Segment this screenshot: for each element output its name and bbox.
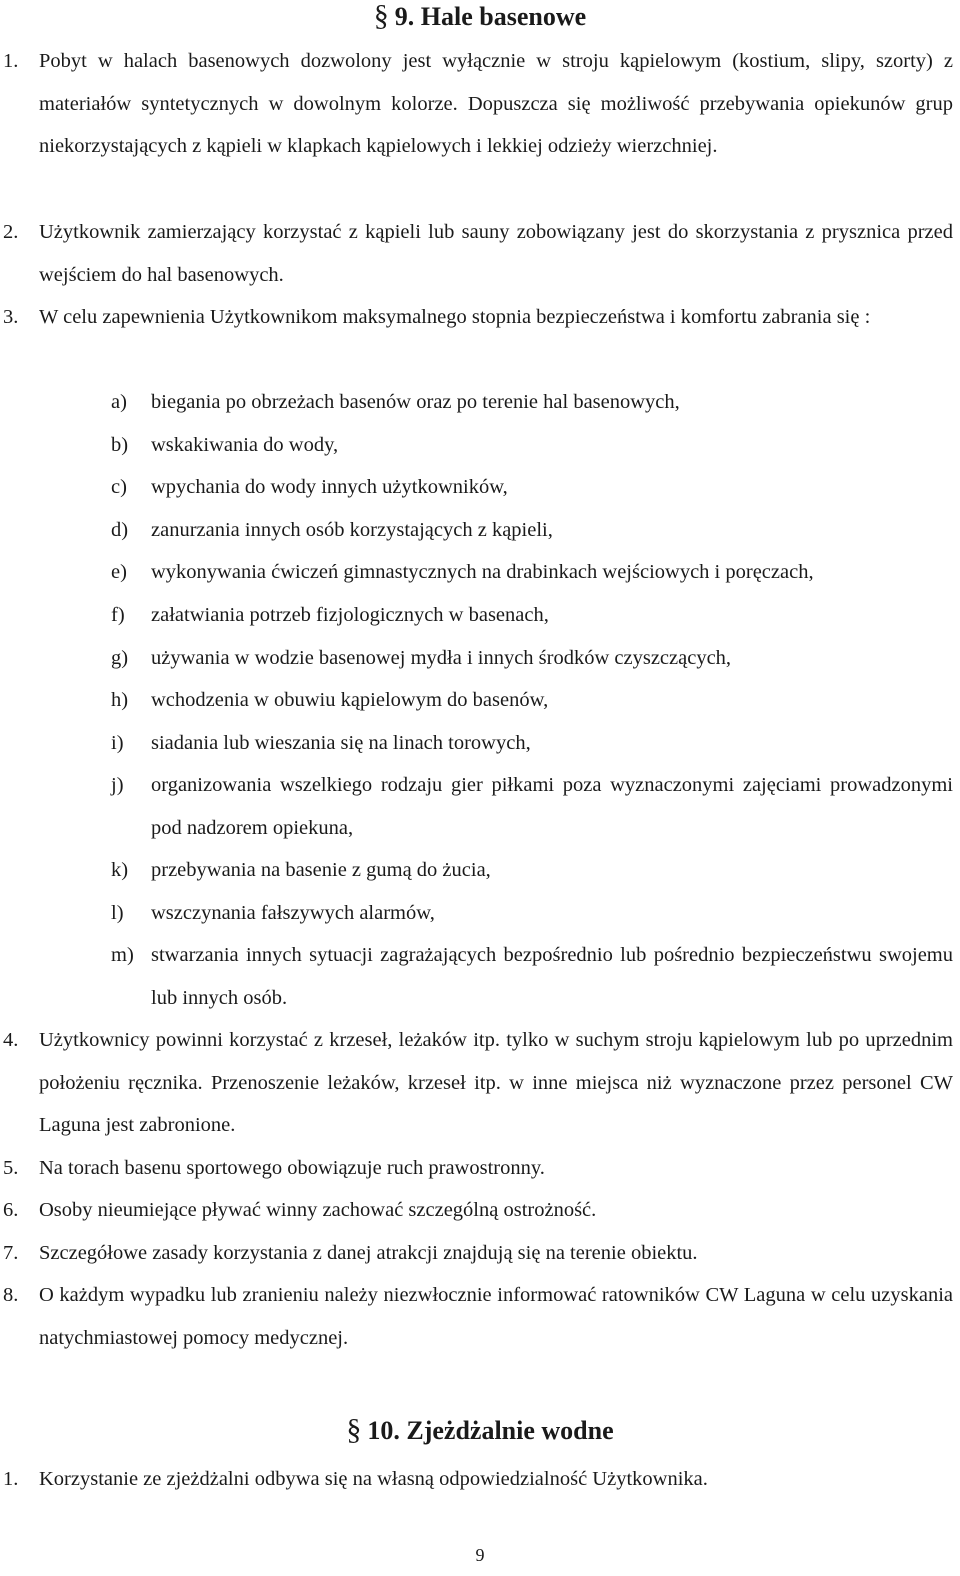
section-10-heading bbox=[0, 1414, 960, 1447]
prohibition-f bbox=[0, 594, 960, 637]
sub-text: zanurzania innych osób korzystających z kąpieli, bbox=[151, 519, 553, 541]
item-number: 5. bbox=[3, 1157, 19, 1179]
sub-label: m) bbox=[111, 944, 134, 966]
item-number: 2. bbox=[3, 221, 19, 243]
sub-label: b) bbox=[111, 434, 129, 456]
item-number: 3. bbox=[3, 306, 19, 328]
sub-text: przebywania na basenie z gumą do żucia, bbox=[151, 859, 491, 881]
item-number: 8. bbox=[3, 1284, 19, 1306]
item-text: Na torach basenu sportowego obowiązuje ruch prawostronny. bbox=[39, 1157, 545, 1179]
item-number: 1. bbox=[3, 1468, 19, 1490]
item-number: 7. bbox=[3, 1242, 19, 1264]
prohibition-e bbox=[0, 551, 960, 594]
page-number: 9 bbox=[475, 1545, 485, 1565]
list-item-9-4 bbox=[0, 1019, 960, 1147]
prohibition-k bbox=[0, 849, 960, 892]
section-symbol: § bbox=[346, 1413, 362, 1446]
sub-text: siadania lub wieszania się na linach torowych, bbox=[151, 732, 531, 754]
sub-text: załatwiania potrzeb fizjologicznych w basenach, bbox=[151, 604, 549, 626]
list-item-9-1 bbox=[0, 40, 960, 168]
prohibition-a bbox=[0, 381, 960, 424]
item-text: Użytkownik zamierzający korzystać z kąpieli lub sauny zobowiązany jest do skorzystania z prysznica przed wejściem do hal basenowych. bbox=[39, 221, 953, 286]
sub-text: wchodzenia w obuwiu kąpielowym do basenów, bbox=[151, 689, 549, 711]
prohibition-i bbox=[0, 722, 960, 765]
sub-label: a) bbox=[111, 391, 127, 413]
sub-text: stwarzania innych sytuacji zagrażających bezpośrednio lub pośrednio bezpieczeństwu swojemu lub innych osób. bbox=[151, 944, 953, 1009]
item-text: Korzystanie ze zjeżdżalni odbywa się na własną odpowiedzialność Użytkownika. bbox=[39, 1468, 708, 1490]
list-item-9-6 bbox=[0, 1189, 960, 1232]
sub-label: e) bbox=[111, 561, 127, 583]
prohibition-l bbox=[0, 892, 960, 935]
list-item-9-8 bbox=[0, 1274, 960, 1359]
prohibition-d bbox=[0, 509, 960, 552]
sub-text: wykonywania ćwiczeń gimnastycznych na drabinkach wejściowych i poręczach, bbox=[151, 561, 814, 583]
prohibition-m bbox=[0, 934, 960, 1019]
section-symbol: § bbox=[373, 0, 389, 32]
sub-label: f) bbox=[111, 604, 125, 626]
list-item-9-5 bbox=[0, 1147, 960, 1190]
sub-text: wpychania do wody innych użytkowników, bbox=[151, 476, 508, 498]
sub-label: h) bbox=[111, 689, 129, 711]
prohibition-h bbox=[0, 679, 960, 722]
section-9-title: 9. Hale basenowe bbox=[394, 2, 587, 31]
prohibition-b bbox=[0, 424, 960, 467]
sub-label: i) bbox=[111, 732, 124, 754]
sub-text: organizowania wszelkiego rodzaju gier piłkami poza wyznaczonymi zajęciami prowadzonymi pod nadzorem opiekuna, bbox=[151, 774, 953, 839]
item-text: Pobyt w halach basenowych dozwolony jest wyłącznie w stroju kąpielowym (kostium, slipy, szorty) z materiałów syntetycznych w dowolnym kolorze. Dopuszcza się możliwość przebywania opiekunów grup niekorzystających z kąpieli w klapkach kąpielowych i lekkiej odzieży wierzchniej. bbox=[39, 50, 953, 158]
prohibition-g bbox=[0, 637, 960, 680]
item-text: O każdym wypadku lub zranieniu należy niezwłocznie informować ratowników CW Laguna w celu uzyskania natychmiastowej pomocy medycznej. bbox=[39, 1284, 953, 1349]
sub-text: wskakiwania do wody, bbox=[151, 434, 339, 456]
item-text: Osoby nieumiejące pływać winny zachować szczególną ostrożność. bbox=[39, 1199, 597, 1221]
section-10-title: 10. Zjeżdżalnie wodne bbox=[367, 1416, 614, 1445]
list-item-9-3 bbox=[0, 296, 960, 339]
sub-text: wszczynania fałszywych alarmów, bbox=[151, 902, 435, 924]
item-number: 6. bbox=[3, 1199, 19, 1221]
list-item-9-2 bbox=[0, 211, 960, 296]
item-number: 1. bbox=[3, 50, 19, 72]
item-text: Użytkownicy powinni korzystać z krzeseł, leżaków itp. tylko w suchym stroju kąpielowym lub po uprzednim położeniu ręcznika. Przenoszenie leżaków, krzeseł itp. w inne miejsca niż wyznaczone przez personel CW Laguna jest zabronione. bbox=[39, 1029, 953, 1137]
sub-label: d) bbox=[111, 519, 129, 541]
sub-text: biegania po obrzeżach basenów oraz po terenie hal basenowych, bbox=[151, 391, 680, 413]
list-item-10-1 bbox=[0, 1458, 960, 1501]
sub-label: k) bbox=[111, 859, 129, 881]
item-number: 4. bbox=[3, 1029, 19, 1051]
item-text: Szczegółowe zasady korzystania z danej atrakcji znajdują się na terenie obiektu. bbox=[39, 1242, 698, 1264]
prohibition-j bbox=[0, 764, 960, 849]
sub-label: l) bbox=[111, 902, 124, 924]
prohibition-c bbox=[0, 466, 960, 509]
list-item-9-7 bbox=[0, 1232, 960, 1275]
sub-label: c) bbox=[111, 476, 127, 498]
section-9-heading bbox=[0, 0, 960, 33]
sub-label: j) bbox=[111, 774, 124, 796]
item-text: W celu zapewnienia Użytkownikom maksymalnego stopnia bezpieczeństwa i komfortu zabrania się : bbox=[39, 306, 871, 328]
sub-label: g) bbox=[111, 647, 129, 669]
sub-text: używania w wodzie basenowej mydła i innych środków czyszczących, bbox=[151, 647, 732, 669]
